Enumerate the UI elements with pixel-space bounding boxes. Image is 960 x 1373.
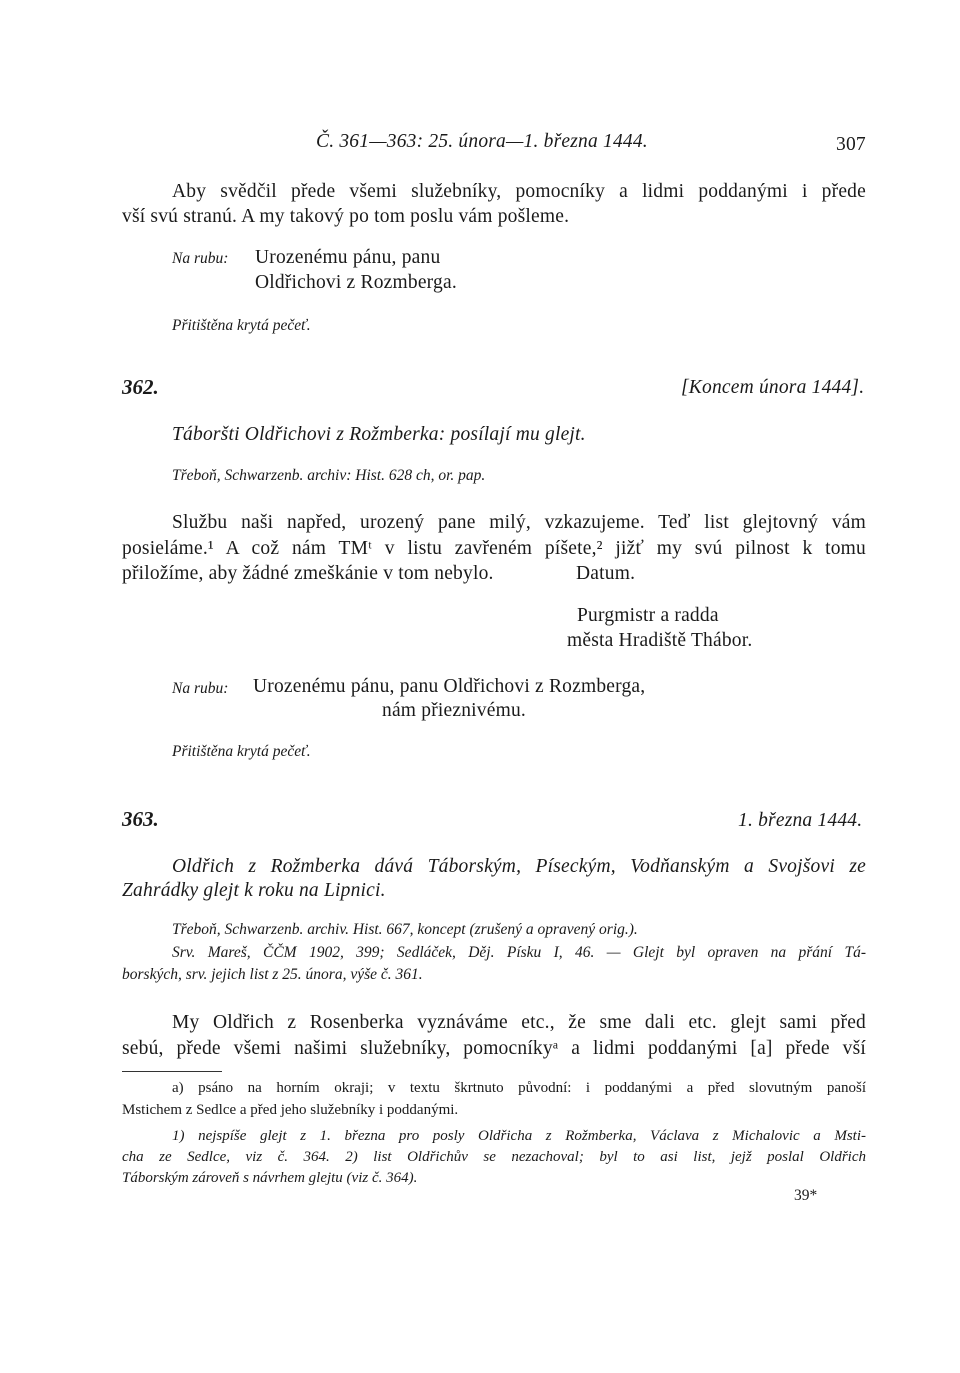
footnote-a-line2: Mstichem z Sedlce a před jeho služebníky i poddanými. xyxy=(122,1102,459,1118)
doc362-text-line1: Službu naši napřed, urozený pane milý, vzkazujeme. Teď list glejtovný vám xyxy=(172,512,866,533)
doc363-number: 363. xyxy=(122,807,159,831)
footnote-1-line2: cha ze Sedlce, viz č. 364. 2) list Oldřichův se nezachoval; byl to asi list, jejž poslal Oldřich xyxy=(122,1149,866,1165)
doc361-text-line2: vší svú stranú. A my takový po tom poslu vám pošleme. xyxy=(122,206,570,227)
doc362-text-line2: posieláme.¹ A což nám TMᵗ v listu zavřeném píšete,² jižť my svú pilnost k tomu xyxy=(122,538,866,559)
doc362-seal-note: Přitištěna krytá pečeť. xyxy=(172,743,311,760)
doc362-regest: Táboršti Oldřichovi z Rožmberka: posílají mu glejt. xyxy=(172,424,586,445)
doc362-datum: Datum. xyxy=(576,563,636,584)
doc363-source-line1: Třeboň, Schwarzenb. archiv. Hist. 667, koncept (zrušený a opravený orig.). xyxy=(172,921,638,938)
doc362-address-label: Na rubu: xyxy=(172,680,229,697)
footnote-1-line1: 1) nejspíše glejt z 1. března pro posly Oldřicha z Rožmberka, Václava z Michalovic a Msti- xyxy=(172,1128,866,1144)
doc361-seal-note: Přitištěna krytá pečeť. xyxy=(172,317,311,334)
doc362-address-line2: nám přieznivému. xyxy=(382,700,526,721)
doc361-address-line1: Urozenému pánu, panu xyxy=(255,247,441,268)
doc363-date: 1. března 1444. xyxy=(738,810,863,831)
doc363-regest-line1: Oldřich z Rožmberka dává Táborským, Píseckým, Vodňanským a Svojšovi ze xyxy=(172,856,866,877)
doc362-signature-line2: města Hradiště Thábor. xyxy=(567,630,753,651)
footnote-1-line3: Táborským zároveň s návrhem glejtu (viz č. 364). xyxy=(122,1170,418,1186)
sheet-signature-mark: 39* xyxy=(794,1187,818,1204)
doc362-signature-line1: Purgmistr a radda xyxy=(577,605,719,626)
footnote-a-line1: a) psáno na horním okraji; v textu škrtnuto původní: i poddanými a před slovutným panoší xyxy=(172,1080,866,1096)
doc361-address-label: Na rubu: xyxy=(172,250,229,267)
doc363-text-line2: sebú, přede všemi našimi služebníky, pomocníkyᵃ a lidmi poddanými [a] přede vší xyxy=(122,1038,866,1059)
doc361-text-line1: Aby svědčil přede všemi služebníky, pomocníky a lidmi poddanými i přede xyxy=(172,181,866,202)
doc361-address-line2: Oldřichovi z Rozmberga. xyxy=(255,272,457,293)
doc363-source-line2: Srv. Mareš, ČČM 1902, 399; Sedláček, Děj. Písku I, 46. — Glejt byl opraven na přání Tá- xyxy=(172,944,866,961)
running-title: Č. 361—363: 25. února—1. března 1444. xyxy=(316,131,648,152)
doc362-number: 362. xyxy=(122,375,159,399)
doc362-date: [Koncem února 1444]. xyxy=(681,377,865,398)
doc362-address-line1: Urozenému pánu, panu Oldřichovi z Rozmberga, xyxy=(253,676,646,697)
footnote-rule xyxy=(122,1071,222,1072)
page-number: 307 xyxy=(836,134,866,155)
doc363-source-line3: borských, srv. jejich list z 25. února, výše č. 361. xyxy=(122,966,423,983)
doc362-source: Třeboň, Schwarzenb. archiv: Hist. 628 ch, or. pap. xyxy=(172,467,486,484)
doc363-regest-line2: Zahrádky glejt k roku na Lipnici. xyxy=(122,880,386,901)
doc362-text-line3: přiložíme, aby žádné zmeškánie v tom nebylo. xyxy=(122,563,494,584)
doc363-text-line1: My Oldřich z Rosenberka vyznáváme etc., že sme dali etc. glejt sami před xyxy=(172,1012,866,1033)
